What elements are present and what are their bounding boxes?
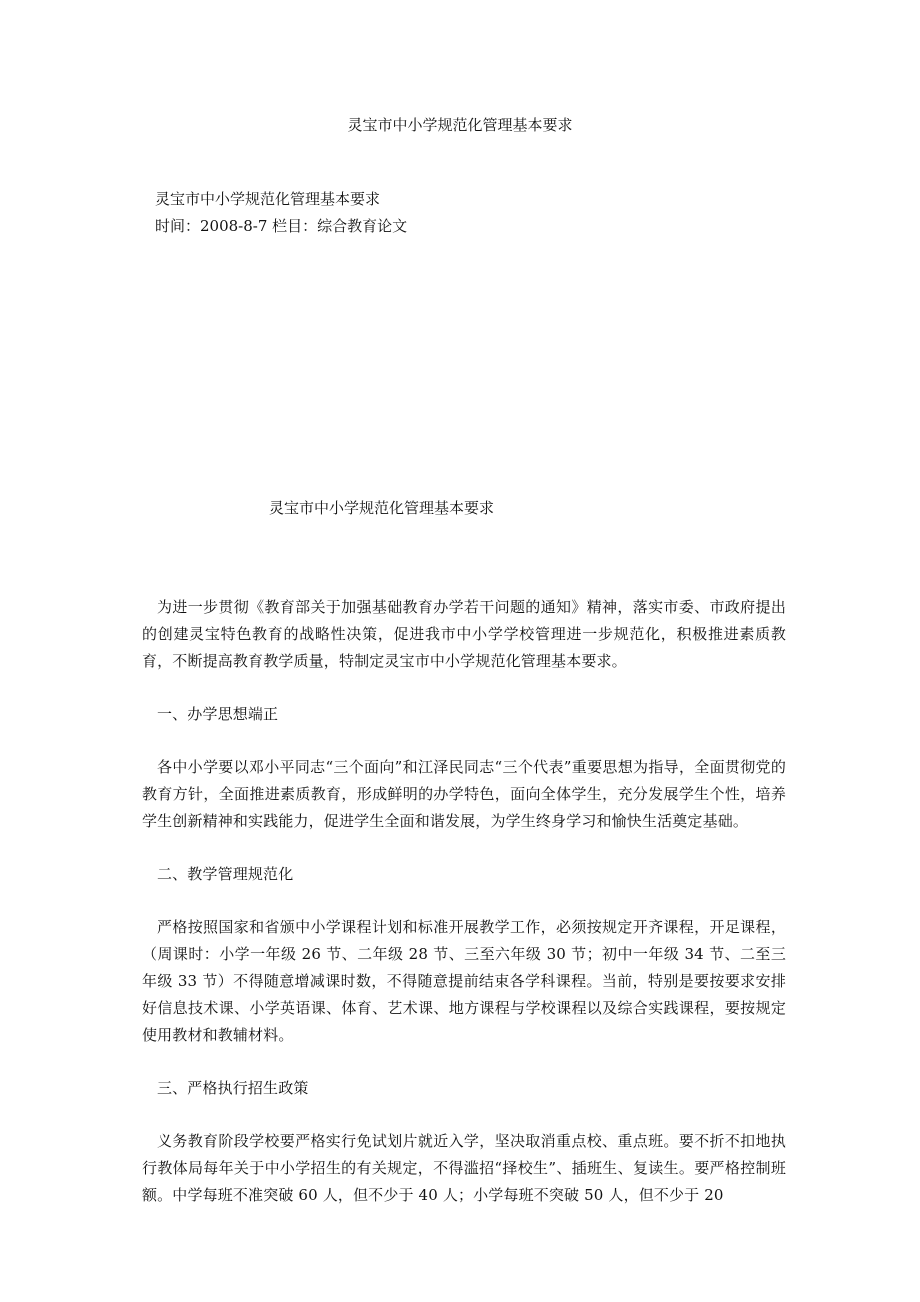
document-body: [142, 594, 786, 1209]
document-main-title: 灵宝市中小学规范化管理基本要求: [269, 499, 495, 517]
section-body-1: 各中小学要以邓小平同志“三个面向”和江泽民同志“三个代表”重要思想为指导，全面贯彻党的教育方针，全面推进素质教育，形成鲜明的办学特色，面向全体学生，充分发展学生个性，培养学生创新精神和实践能力，促进学生全面和谐发展，为学生终身学习和愉快生活奠定基础。: [142, 758, 786, 830]
document-header-title: 灵宝市中小学规范化管理基本要求: [155, 190, 381, 208]
section-body-2: 严格按照国家和省颁中小学课程计划和标准开展教学工作，必须按规定开齐课程，开足课程，（周课时：小学一年级 26 节、二年级 28 节、三至六年级 30 节；初中一年级 34 节、二至三年级 33 节）不得随意增减课时数，不得随意提前结束各学科课程。当前，特别是要按要求安排好信息技术课、小学英语课、体育、艺术课、地方课程与学校课程以及综合实践课程，要按规定使用教材和教辅材料。: [142, 918, 786, 1044]
intro-paragraph: 为进一步贯彻《教育部关于加强基础教育办学若干问题的通知》精神，落实市委、市政府提出的创建灵宝特色教育的战略性决策，促进我市中小学学校管理进一步规范化，积极推进素质教育，不断提高教育教学质量，特制定灵宝市中小学规范化管理基本要求。: [142, 598, 786, 670]
section-heading-2: 二、教学管理规范化: [157, 865, 294, 883]
document-top-title: 灵宝市中小学规范化管理基本要求: [347, 116, 573, 134]
section-heading-3: 三、严格执行招生政策: [157, 1079, 309, 1097]
section-heading-1: 一、办学思想端正: [157, 705, 279, 723]
document-header-block: [155, 186, 407, 240]
section-body-3: 义务教育阶段学校要严格实行免试划片就近入学，坚决取消重点校、重点班。要不折不扣地执行教体局每年关于中小学招生的有关规定，不得滥招“择校生”、插班生、复读生。要严格控制班额。中学每班不准突破 60 人，但不少于 40 人；小学每班不突破 50 人，但不少于 20: [142, 1132, 786, 1204]
document-meta-line: 时间：2008-8-7 栏目：综合教育论文: [155, 217, 408, 235]
